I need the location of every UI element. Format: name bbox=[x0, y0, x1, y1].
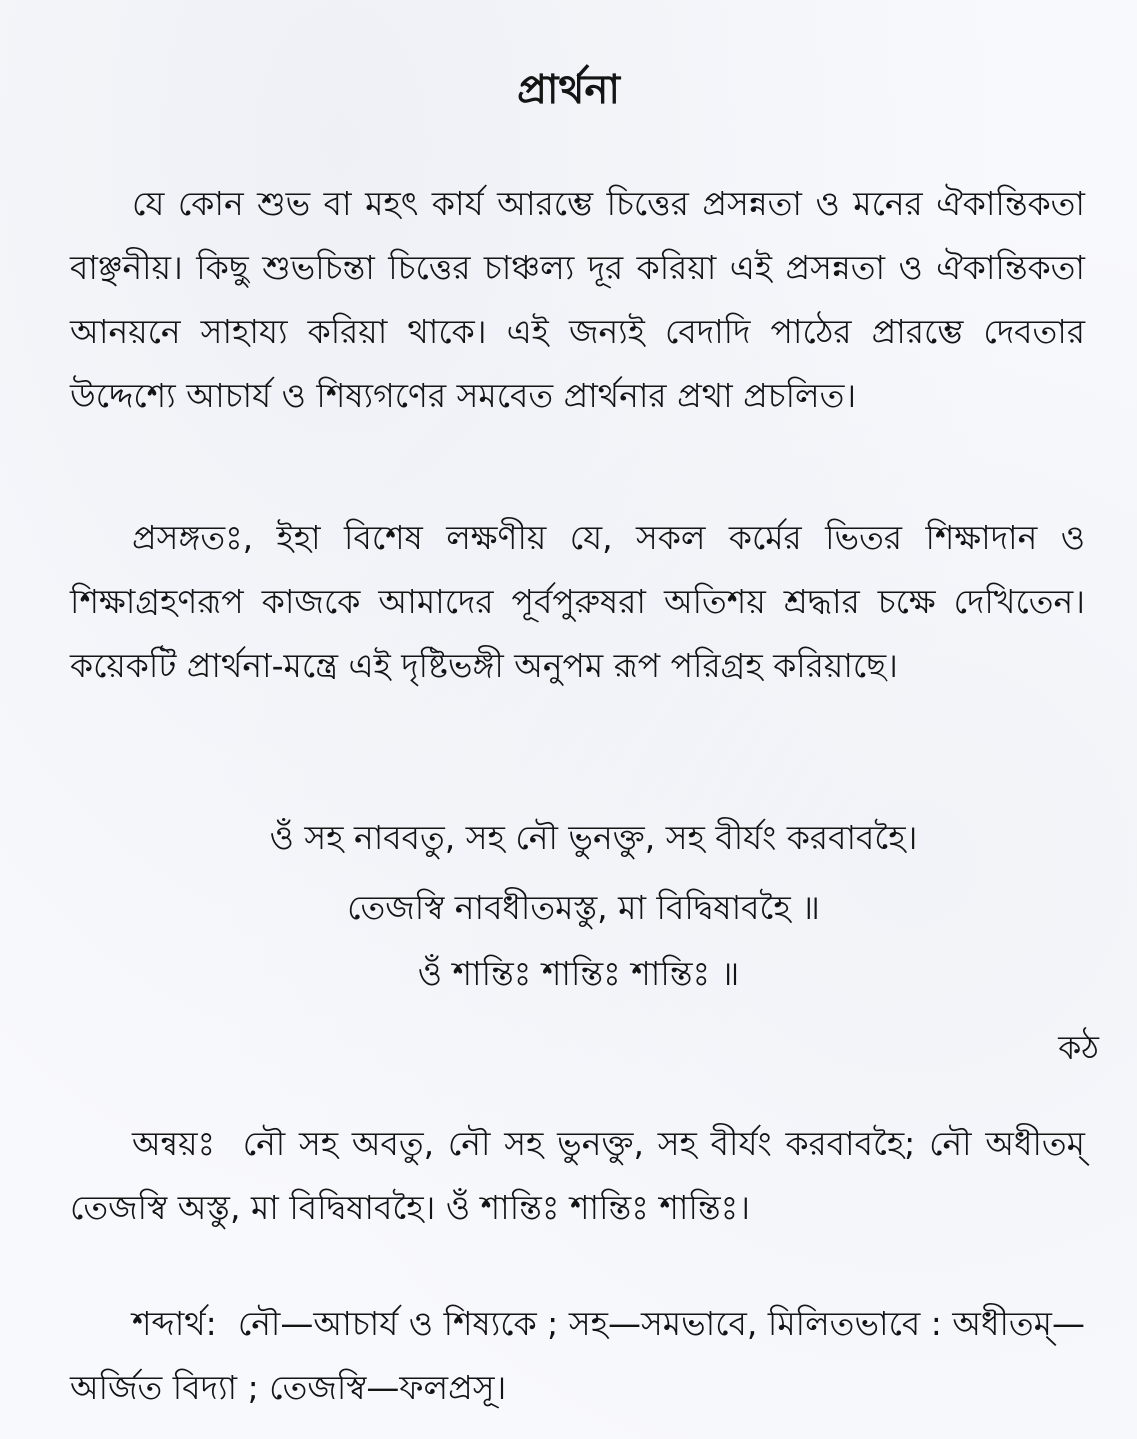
verse-line-3: ওঁ শান্তিঃ শান্তিঃ শান্তিঃ ॥ bbox=[417, 954, 740, 993]
verse-line-1: ওঁ সহ নাববতু, সহ নৌ ভুনক্তু, সহ বীর্যং করবাবহৈ। bbox=[269, 818, 918, 857]
paragraph-text: প্রসঙ্গতঃ, ইহা বিশেষ লক্ষণীয় যে, সকল কর্মের ভিতর শিক্ষাদান ও শিক্ষাগ্রহণরূপ কাজকে আমাদের পূর্বপুরুষরা অতিশয় শ্রদ্ধার চক্ষে দেখিতেন। কয়েকটি প্রার্থনা-মন্ত্রে এই দৃষ্টিভঙ্গী অনুপম রূপ পরিগ্রহ করিয়াছে। bbox=[70, 518, 1085, 685]
anvaya-label: অন্বয়ঃ bbox=[132, 1124, 216, 1163]
verse-source: কঠ bbox=[1058, 1028, 1099, 1067]
word-meaning-label: শব্দার্থ: bbox=[132, 1304, 217, 1343]
word-meaning-text: নৌ—আচার্য ও শিষ্যকে ; সহ—সমভাবে, মিলিতভাবে : অধীতম্—অর্জিত বিদ্যা ; তেজস্বি—ফলপ্রসূ। bbox=[70, 1304, 1086, 1407]
page-title: প্রার্থনা bbox=[517, 67, 620, 113]
paragraph-text: যে কোন শুভ বা মহৎ কার্য আরম্ভে চিত্তের প্রসন্নতা ও মনের ঐকান্তিকতা বাঞ্ছনীয়। কিছু শুভচিন্তা চিত্তের চাঞ্চল্য দূর করিয়া এই প্রসন্নতা ও ঐকান্তিকতা আনয়নে সাহায্য করিয়া থাকে। এই জন্যই বেদাদি পাঠের প্রারম্ভে দেবতার উদ্দেশ্যে আচার্য ও শিষ্যগণের সমবেত প্রার্থনার প্রথা প্রচলিত। bbox=[70, 184, 1085, 415]
intro-paragraph bbox=[70, 172, 1085, 428]
anvaya-section bbox=[70, 1112, 1085, 1240]
verse-line-2: তেজস্বি নাবধীতমস্তু, মা বিদ্বিষাবহৈ ॥ bbox=[347, 888, 820, 927]
word-meaning-section bbox=[70, 1292, 1085, 1420]
anvaya-text: নৌ সহ অবতু, নৌ সহ ভুনক্তু, সহ বীর্যং করবাবহৈ; নৌ অধীতম্ তেজস্বি অস্তু, মা বিদ্বিষাবহৈ। ওঁ শান্তিঃ শান্তিঃ শান্তিঃ। bbox=[70, 1124, 1085, 1227]
context-paragraph bbox=[70, 506, 1085, 698]
